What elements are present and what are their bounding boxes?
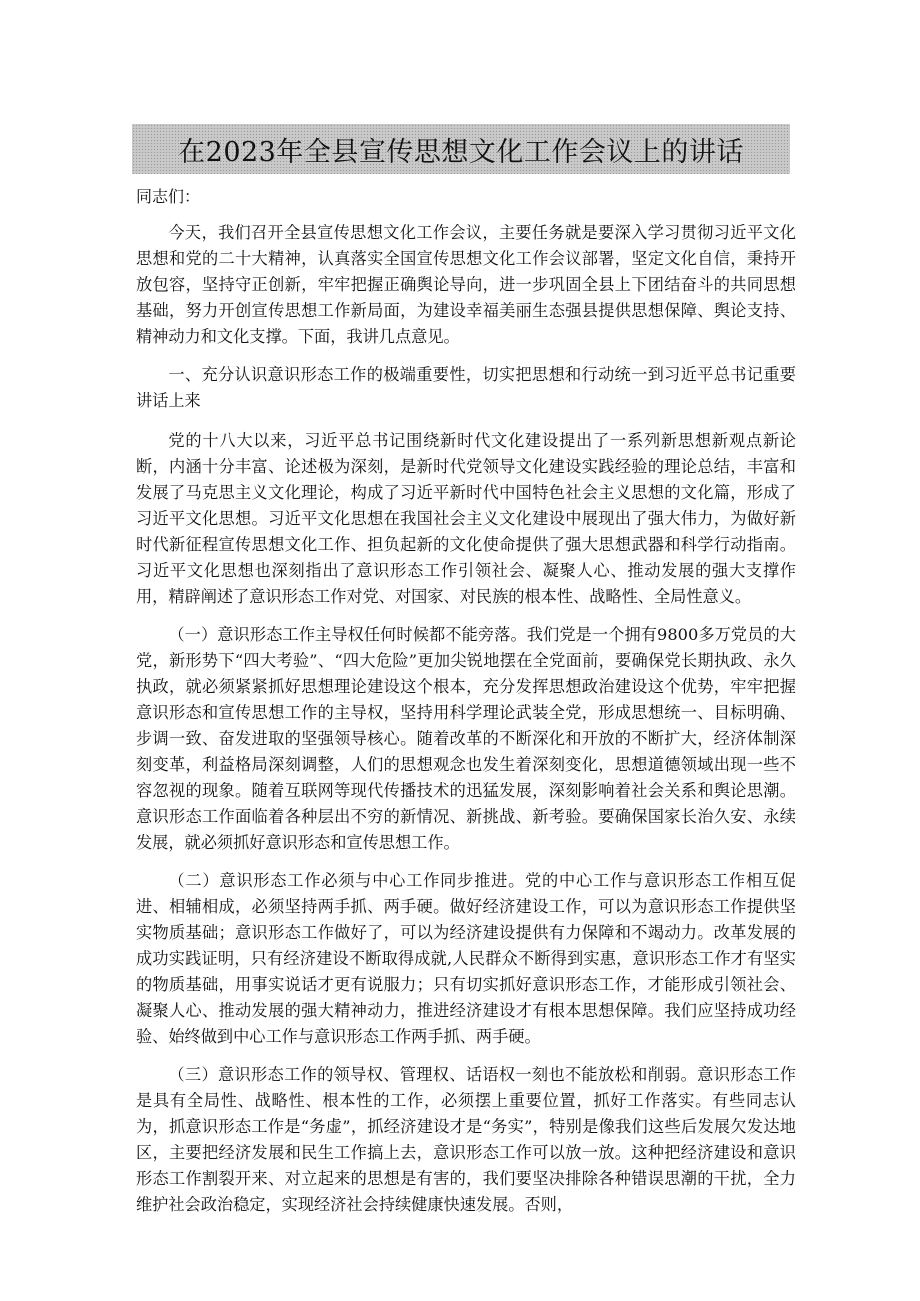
paragraph-point-1: （一）意识形态工作主导权任何时候都不能旁落。我们党是一个拥有9800多万党员的大党，新形势下“四大考验”、“四大危险”更加尖锐地摆在全党面前，要确保党长期执政、永久执政，就必须紧紧抓好思想理论建设这个根本，充分发挥思想政治建设这个优势，牢牢把握意识形态和宣传思想工作的主导权，坚持用科学理论武装全党，形成思想统一、目标明确、步调一致、奋发进取的坚强领导核心。随着改革的不断深化和开放的不断扩大，经济体制深刻变革，利益格局深刻调整，人们的思想观念也发生着深刻变化，思想道德领域出现一些不容忽视的现象。随着互联网等现代传播技术的迅猛发展，深刻影响着社会关系和舆论思潮。意识形态工作面临着各种层出不穷的新情况、新挑战、新考验。要确保国家长治久安、永续发展，就必须抓好意识形态和宣传思想工作。 <box>136 625 796 852</box>
paragraph-point-2: （二）意识形态工作必须与中心工作同步推进。党的中心工作与意识形态工作相互促进、相辅相成，必须坚持两手抓、两手硬。做好经济建设工作，可以为意识形态工作提供坚实物质基础；意识形态工作做好了，可以为经济建设提供有力保障和不竭动力。改革发展的成功实践证明，只有经济建设不断取得成就,人民群众不断得到实惠，意识形态工作才有坚实的物质基础，用事实说话才更有说服力；只有切实抓好意识形态工作，才能形成引领社会、凝聚人心、推动发展的强大精神动力，推进经济建设才有根本思想保障。我们应坚持成功经验、始终做到中心工作与意识形态工作两手抓、两手硬。 <box>136 871 796 1046</box>
paragraph-background: 党的十八大以来，习近平总书记围绕新时代文化建设提出了一系列新思想新观点新论断，内涵十分丰富、论述极为深刻，是新时代党领导文化建设实践经验的理论总结，丰富和发展了马克思主义文化理论，构成了习近平新时代中国特色社会主义思想的文化篇，形成了习近平文化思想。习近平文化思想在我国社会主义文化建设中展现出了强大伟力，为做好新时代新征程宣传思想文化工作、担负起新的文化使命提供了强大思想武器和科学行动指南。习近平文化思想也深刻指出了意识形态工作引领社会、凝聚人心、推动发展的强大支撑作用，精辟阐述了意识形态工作对党、对国家、对民族的根本性、战略性、全局性意义。 <box>136 431 796 606</box>
document-title: 在2023年全县宣传思想文化工作会议上的讲话 <box>178 136 744 168</box>
section-heading-1: 一、充分认识意识形态工作的极端重要性，切实把思想和行动统一到习近平总书记重要讲话上来 <box>136 365 796 410</box>
salutation: 同志们： <box>136 187 201 206</box>
paragraph-point-3: （三）意识形态工作的领导权、管理权、话语权一刻也不能放松和削弱。意识形态工作是具有全局性、战略性、根本性的工作，必须摆上重要位置，抓好工作落实。有些同志认为，抓意识形态工作是“务虚”，抓经济建设才是“务实”，特别是像我们这些后发展欠发达地区，主要把经济发展和民生工作搞上去，意识形态工作可以放一放。这种把经济建设和意识形态工作割裂开来、对立起来的思想是有害的，我们要坚决排除各种错误思潮的干扰，全力维护社会政治稳定，实现经济社会持续健康快速发展。否则， <box>136 1065 796 1214</box>
paragraph-intro: 今天，我们召开全县宣传思想文化工作会议，主要任务就是要深入学习贯彻习近平文化思想和党的二十大精神，认真落实全国宣传思想文化工作会议部署，坚定文化自信，秉持开放包容，坚持守正创新，牢牢把握正确舆论导向，进一步巩固全县上下团结奋斗的共同思想基础，努力开创宣传思想工作新局面，为建设幸福美丽生态强县提供思想保障、舆论支持、精神动力和文化支撑。下面，我讲几点意见。 <box>136 223 796 346</box>
title-banner <box>132 124 790 174</box>
document-body <box>136 184 796 1230</box>
